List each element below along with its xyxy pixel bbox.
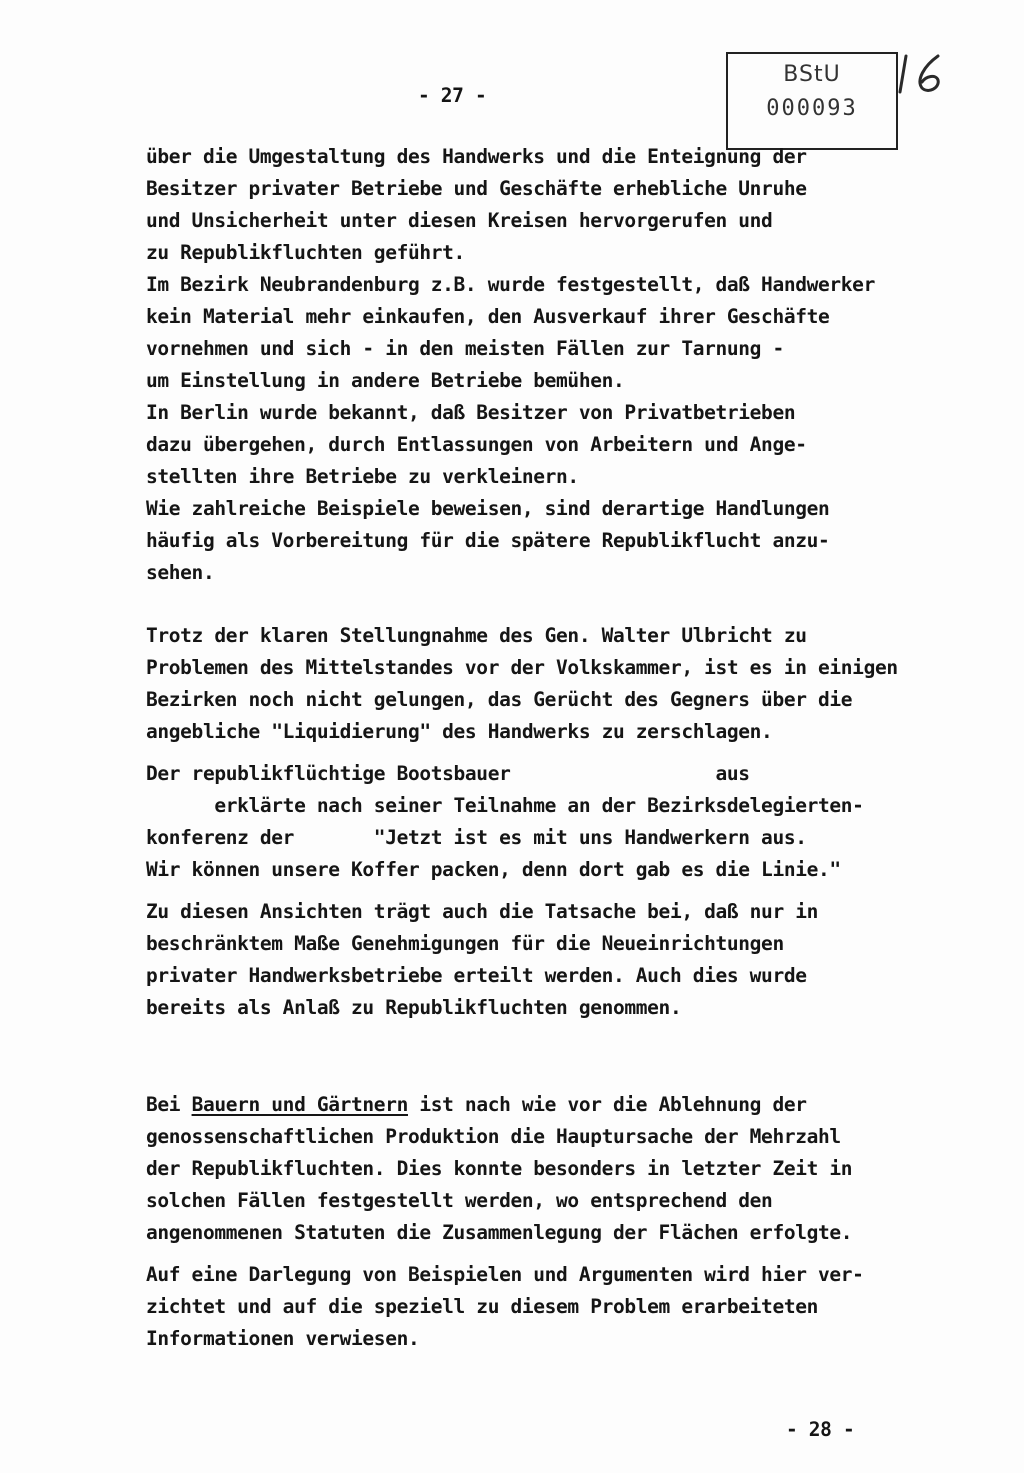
body-line: Im Bezirk Neubrandenburg z.B. wurde festgestellt, daß Handwerker [146,273,875,296]
body-line: Informationen verwiesen. [146,1327,420,1350]
body-line: bereits als Anlaß zu Republikfluchten genommen. [146,996,682,1019]
body-line: konferenz der "Jetzt ist es mit uns Handwerkern aus. [146,826,807,849]
body-line: häufig als Vorbereitung für die spätere Republikflucht anzu- [146,529,830,552]
line-start: Bei [146,1093,192,1116]
body-line: stellten ihre Betriebe zu verkleinern. [146,465,579,488]
body-line: Zu diesen Ansichten trägt auch die Tatsache bei, daß nur in [146,900,819,923]
stamp-number: 000093 [766,96,858,121]
body-line: Problemen des Mittelstandes vor der Volkskammer, ist es in einigen [146,656,898,679]
body-line: solchen Fällen festgestellt werden, wo entsprechend den [146,1189,773,1212]
body-line: Wie zahlreiche Beispiele beweisen, sind derartige Handlungen [146,497,830,520]
body-line: In Berlin wurde bekannt, daß Besitzer von Privatbetrieben [146,401,796,424]
body-line: Trotz der klaren Stellungnahme des Gen. Walter Ulbricht zu [146,624,807,647]
body-line: vornehmen und sich - in den meisten Fällen zur Tarnung - [146,337,784,360]
body-line: kein Material mehr einkaufen, den Ausverkauf ihrer Geschäfte [146,305,830,328]
next-page-number: - 28 - [786,1418,855,1441]
line-rest: ist nach wie vor die Ablehnung der [407,1093,807,1116]
underlined-term: Bauern und Gärtnern [191,1093,408,1116]
body-line: angebliche "Liquidierung" des Handwerks zu zerschlagen. [146,720,773,743]
body-line: Der republikflüchtige Bootsbauer aus [146,762,750,785]
body-line: beschränktem Maße Genehmigungen für die Neueinrichtungen [146,932,784,955]
body-line: sehen. [146,561,215,584]
body-line: zu Republikfluchten geführt. [146,241,465,264]
archive-stamp [726,52,898,150]
page-number: - 27 - [418,84,487,107]
body-line: Besitzer privater Betriebe und Geschäfte erhebliche Unruhe [146,177,807,200]
body-line: dazu übergehen, durch Entlassungen von Arbeitern und Ange- [146,433,807,456]
stamp-label: BStU [783,62,841,87]
handwritten-mark-icon [898,52,954,96]
body-line: erklärte nach seiner Teilnahme an der Bezirksdelegierten- [146,794,864,817]
body-line: Bezirken noch nicht gelungen, das Gerücht des Gegners über die [146,688,853,711]
body-line [146,1093,807,1117]
body-line: über die Umgestaltung des Handwerks und die Enteignung der [146,145,807,168]
body-line: um Einstellung in andere Betriebe bemühen. [146,369,625,392]
body-line: Auf eine Darlegung von Beispielen und Argumenten wird hier ver- [146,1263,864,1286]
body-line: der Republikfluchten. Dies konnte besonders in letzter Zeit in [146,1157,853,1180]
body-line: Wir können unsere Koffer packen, denn dort gab es die Linie." [146,858,841,881]
body-line: angenommenen Statuten die Zusammenlegung der Flächen erfolgte. [146,1221,853,1244]
body-line: und Unsicherheit unter diesen Kreisen hervorgerufen und [146,209,773,232]
body-line: genossenschaftlichen Produktion die Hauptursache der Mehrzahl [146,1125,841,1148]
body-line: privater Handwerksbetriebe erteilt werden. Auch dies wurde [146,964,807,987]
body-line: zichtet und auf die speziell zu diesem Problem erarbeiteten [146,1295,819,1318]
